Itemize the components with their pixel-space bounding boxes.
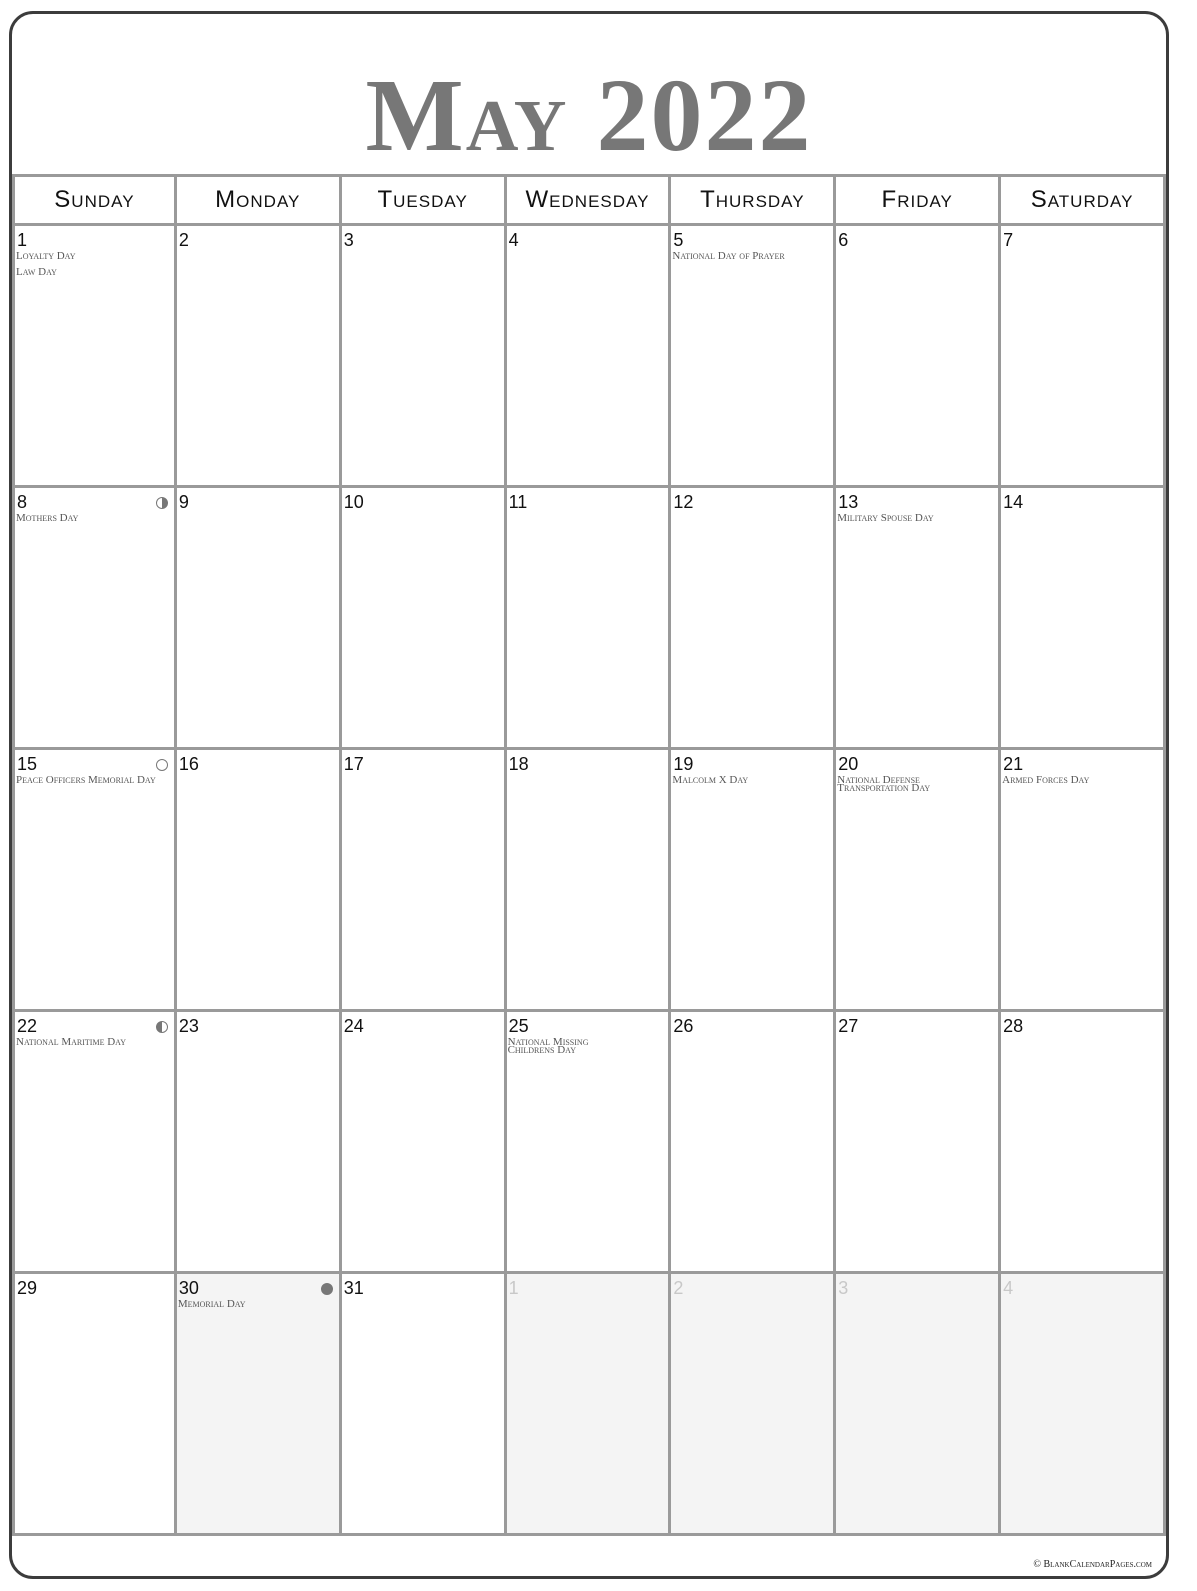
- day-number: 29: [17, 1278, 38, 1298]
- event-label: Memorial Day: [177, 1298, 246, 1310]
- day-cell: [339, 223, 507, 488]
- day-cell: [833, 1009, 1001, 1274]
- day-cell: [174, 1271, 342, 1536]
- weekday-header: Monday: [174, 174, 342, 226]
- day-cell: [668, 485, 836, 750]
- day-number: 18: [508, 754, 529, 774]
- full-moon-icon: [156, 759, 168, 771]
- day-number: 7: [1003, 230, 1014, 250]
- day-number: 3: [343, 230, 354, 250]
- last-quarter-moon-icon: [156, 1021, 168, 1033]
- day-cell: [339, 1009, 507, 1274]
- day-number: 31: [343, 1278, 364, 1298]
- day-number: 30: [178, 1278, 199, 1298]
- weekday-header: Thursday: [668, 174, 836, 226]
- day-cell: [998, 747, 1166, 1012]
- day-cell: [833, 223, 1001, 488]
- day-cell: [504, 485, 672, 750]
- day-cell: [339, 747, 507, 1012]
- first-quarter-moon-icon: [156, 497, 168, 509]
- event-label: National Defense Transportation Day: [837, 774, 931, 794]
- day-cell: [12, 747, 177, 1012]
- day-number: 3: [838, 1278, 849, 1298]
- event-label: Military Spouse Day: [837, 512, 934, 524]
- day-cell: [504, 223, 672, 488]
- day-number: 2: [673, 1278, 684, 1298]
- day-cell: [174, 1009, 342, 1274]
- new-moon-icon: [321, 1283, 333, 1295]
- day-cell: [12, 223, 177, 488]
- day-number: 13: [838, 492, 859, 512]
- day-number: 5: [673, 230, 684, 250]
- day-cell: [668, 747, 836, 1012]
- day-cell: [339, 485, 507, 750]
- event-label: Malcolm X Day: [672, 774, 749, 786]
- day-number: 15: [17, 754, 38, 774]
- event-label: National Maritime Day: [16, 1036, 126, 1048]
- day-cell: [668, 1009, 836, 1274]
- weekday-header: Tuesday: [339, 174, 507, 226]
- calendar-title: May 2022: [365, 58, 813, 173]
- day-cell: [504, 747, 672, 1012]
- day-cell: [998, 1009, 1166, 1274]
- day-number: 26: [673, 1016, 694, 1036]
- day-number: 2: [178, 230, 189, 250]
- day-number: 1: [17, 230, 28, 250]
- day-cell: [12, 1271, 177, 1536]
- event-label: Loyalty Day: [16, 250, 76, 262]
- day-cell: [174, 747, 342, 1012]
- day-cell: [174, 485, 342, 750]
- day-number: 14: [1003, 492, 1024, 512]
- day-number: 25: [508, 1016, 529, 1036]
- day-number: 10: [343, 492, 364, 512]
- copyright-footer: © BlankCalendarPages.com: [1033, 1559, 1152, 1570]
- event-label: National Day of Prayer: [672, 250, 785, 262]
- day-number: 6: [838, 230, 849, 250]
- day-cell: [339, 1271, 507, 1536]
- event-list: [1002, 776, 1169, 792]
- event-label: Mothers Day: [16, 512, 79, 524]
- calendar-frame: [9, 11, 1169, 1579]
- day-cell: [833, 485, 1001, 750]
- day-cell: [12, 485, 177, 750]
- day-cell-next-month: [833, 1271, 1001, 1536]
- day-cell: [833, 747, 1001, 1012]
- day-number: 9: [178, 492, 189, 512]
- day-number: 28: [1003, 1016, 1024, 1036]
- day-cell-next-month: [504, 1271, 672, 1536]
- day-number: 22: [17, 1016, 38, 1036]
- day-cell: [174, 223, 342, 488]
- weekday-header: Sunday: [12, 174, 177, 226]
- event-label: Law Day: [16, 266, 57, 278]
- day-cell: [668, 223, 836, 488]
- day-cell: [998, 485, 1166, 750]
- day-cell: [12, 1009, 177, 1274]
- event-label: National Missing Childrens Day: [507, 1036, 589, 1056]
- day-number: 16: [178, 754, 199, 774]
- weekday-header: Wednesday: [504, 174, 672, 226]
- day-number: 11: [508, 492, 528, 512]
- event-label: Peace Officers Memorial Day: [16, 774, 156, 786]
- day-number: 17: [343, 754, 364, 774]
- day-number: 4: [1003, 1278, 1014, 1298]
- day-cell: [998, 223, 1166, 488]
- day-number: 8: [17, 492, 28, 512]
- event-label: Armed Forces Day: [1002, 774, 1090, 786]
- day-cell: [504, 1009, 672, 1274]
- day-number: 4: [508, 230, 519, 250]
- day-number: 23: [178, 1016, 199, 1036]
- day-number: 1: [508, 1278, 519, 1298]
- day-number: 27: [838, 1016, 859, 1036]
- day-number: 12: [673, 492, 694, 512]
- day-cell-next-month: [668, 1271, 836, 1536]
- day-number: 24: [343, 1016, 364, 1036]
- calendar-grid: [12, 174, 1166, 1536]
- weekday-header: Saturday: [998, 174, 1166, 226]
- day-cell-next-month: [998, 1271, 1166, 1536]
- day-number: 21: [1003, 754, 1024, 774]
- day-number: 19: [673, 754, 694, 774]
- day-number: 20: [838, 754, 859, 774]
- weekday-header: Friday: [833, 174, 1001, 226]
